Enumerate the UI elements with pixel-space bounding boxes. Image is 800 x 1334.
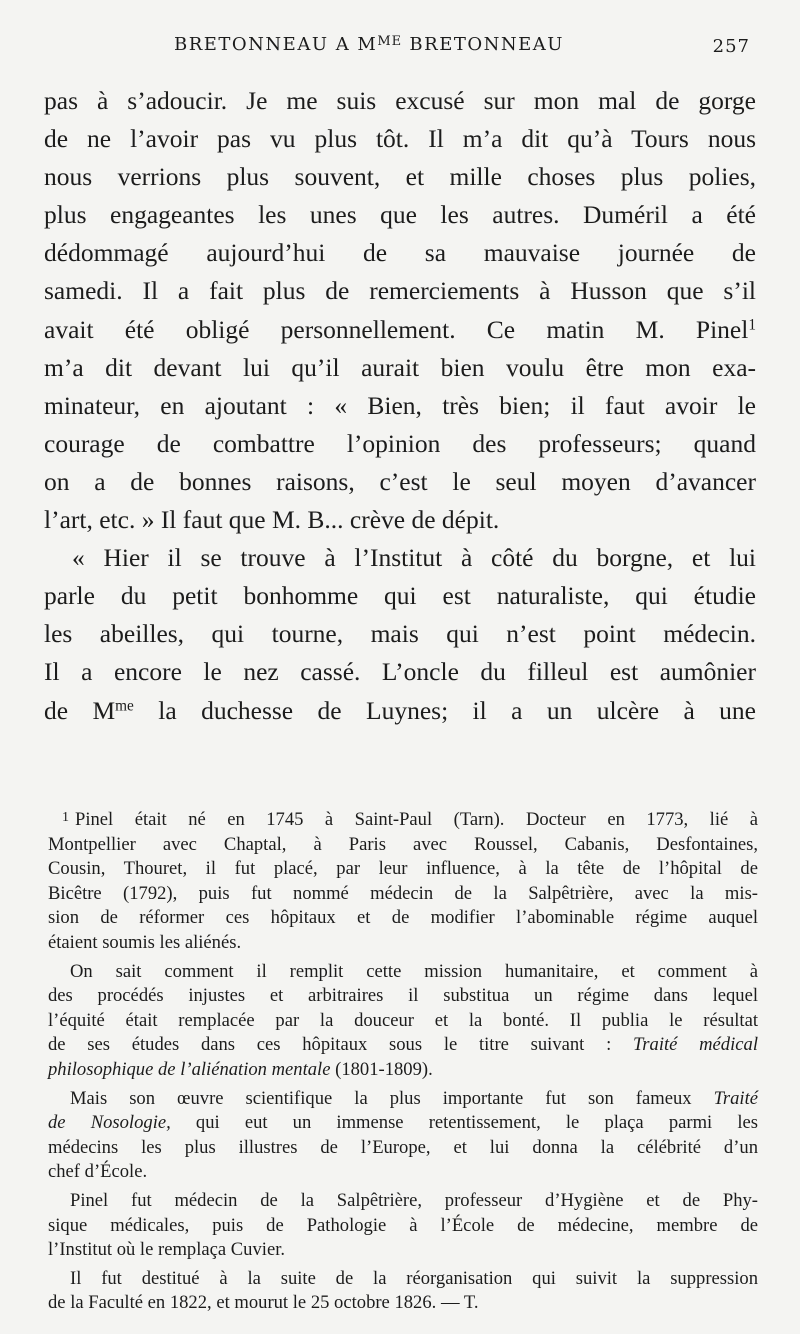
text-line: de ne l’avoir pas vu plus tôt. Il m’a dit qu’à Tours nous bbox=[44, 124, 756, 154]
text-line: courage de combattre l’opinion des professeurs; quand bbox=[44, 428, 756, 458]
text-line: m’a dit devant lui qu’il aurait bien voulu être mon exa- bbox=[44, 352, 756, 382]
footnote-marker: 1 bbox=[62, 810, 69, 825]
footnote-line: Pinel fut médecin de la Salpêtrière, professeur d’Hygiène et de Phy- bbox=[70, 1189, 758, 1211]
footnote-line: des procédés injustes et arbitraires il substitua un régime dans lequel bbox=[48, 985, 758, 1007]
footnote-line bbox=[48, 806, 758, 833]
footnote-line bbox=[48, 1087, 758, 1112]
text-line: « Hier il se trouve à l’Institut à côté du borgne, et lui bbox=[72, 543, 756, 573]
text-span: avait été obligé personnellement. Ce matin M. Pinel bbox=[44, 314, 749, 344]
running-title bbox=[174, 34, 564, 55]
text-line: nous verrions plus souvent, et mille choses plus polies, bbox=[44, 162, 756, 192]
running-title-text: BRETONNEAU A M bbox=[174, 34, 378, 55]
footnote-line bbox=[48, 1033, 758, 1058]
footnote-text: (1801-1809). bbox=[330, 1058, 433, 1080]
book-title-italic: de Nosologie, bbox=[48, 1112, 171, 1134]
footnotes bbox=[48, 806, 758, 1316]
text-line: samedi. Il a fait plus de remerciements à Husson que s’il bbox=[44, 276, 756, 306]
footnote-line: Cousin, Thouret, il fut placé, par leur influence, à la tête de l’hôpital de bbox=[48, 858, 758, 880]
book-title-italic: Traité médical bbox=[632, 1034, 758, 1056]
footnote-line bbox=[48, 1111, 758, 1136]
running-title-text-2: BRETONNEAU bbox=[402, 34, 564, 55]
text-span: de M bbox=[44, 695, 116, 725]
superscript: me bbox=[115, 697, 134, 715]
text-line: les abeilles, qui tourne, mais qui n’est point médecin. bbox=[44, 619, 756, 649]
main-text bbox=[44, 82, 756, 730]
page-number: 257 bbox=[712, 36, 750, 57]
text-line bbox=[44, 311, 756, 349]
book-title-italic: Traité bbox=[713, 1087, 758, 1109]
footnote-line: étaient soumis les aliénés. bbox=[48, 931, 242, 953]
footnote-line: l’équité était remplacée par la douceur et la bonté. Il publia le résultat bbox=[48, 1009, 758, 1031]
footnote-line: Montpellier avec Chaptal, à Paris avec Roussel, Cabanis, Desfontaines, bbox=[48, 833, 758, 855]
footnote-text: de ses études dans ces hôpitaux sous le titre suivant : bbox=[48, 1034, 633, 1056]
footnote-line: chef d’École. bbox=[48, 1161, 148, 1183]
text-line bbox=[44, 692, 756, 730]
footnote-line: On sait comment il remplit cette mission humanitaire, et comment à bbox=[70, 960, 758, 982]
footnote-line: sion de réformer ces hôpitaux et de modifier l’abominable régime auquel bbox=[48, 907, 758, 929]
text-line: plus engageantes les unes que les autres. Duméril a été bbox=[44, 200, 756, 230]
text-line: Il a encore le nez cassé. L’oncle du filleul est aumônier bbox=[44, 657, 756, 687]
running-head bbox=[0, 30, 800, 60]
text-line: on a de bonnes raisons, c’est le seul moyen d’avancer bbox=[44, 466, 756, 496]
text-line: l’art, etc. » Il faut que M. B... crève de dépit. bbox=[44, 505, 500, 535]
footnote-reference[interactable]: 1 bbox=[748, 316, 756, 334]
text-span: la duchesse de Luynes; il a un ulcère à une bbox=[133, 695, 756, 725]
footnote-line: Il fut destitué à la suite de la réorganisation qui suivit la suppression bbox=[70, 1267, 758, 1289]
footnote-text: Pinel était né en 1745 à Saint-Paul (Tarn). Docteur en 1773, lié à bbox=[75, 809, 758, 830]
footnote-line: Bicêtre (1792), puis fut nommé médecin de la Salpêtrière, avec la mis- bbox=[48, 882, 758, 904]
text-line: parle du petit bonhomme qui est naturaliste, qui étudie bbox=[44, 581, 756, 611]
footnote-line: l’Institut où le remplaça Cuvier. bbox=[48, 1239, 286, 1261]
text-line: dédommagé aujourd’hui de sa mauvaise journée de bbox=[44, 238, 756, 268]
footnote-line: médecins les plus illustres de l’Europe, et lui donna la célébrité d’un bbox=[48, 1136, 758, 1158]
book-title-italic: philosophique de l’aliénation mentale bbox=[48, 1058, 331, 1080]
running-title-superscript: ME bbox=[377, 34, 403, 49]
footnote-text: qui eut un immense retentissement, le plaça parmi les bbox=[170, 1112, 758, 1134]
text-line: pas à s’adoucir. Je me suis excusé sur mon mal de gorge bbox=[44, 86, 756, 115]
text-line: minateur, en ajoutant : « Bien, très bien; il faut avoir le bbox=[44, 390, 756, 420]
footnote-text: Mais son œuvre scientifique la plus importante fut son fameux bbox=[70, 1087, 714, 1109]
footnote-line bbox=[48, 1058, 758, 1083]
footnote-line: de la Faculté en 1822, et mourut le 25 octobre 1826. — T. bbox=[48, 1292, 479, 1314]
footnote-line: sique médicales, puis de Pathologie à l’École de médecine, membre de bbox=[48, 1214, 758, 1236]
